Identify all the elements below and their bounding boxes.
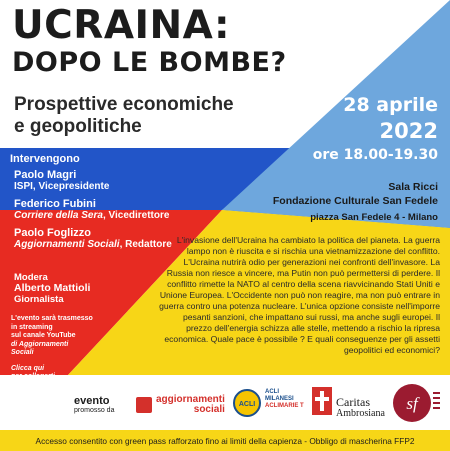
speaker-role: ISPI, Vicepresidente [14,181,110,192]
streaming-line: sul canale YouTube [11,332,76,339]
acli-line-1: ACLI [265,389,279,395]
streaming-line: in streaming [11,323,53,331]
streaming-line: L'evento sarà trasmesso [11,315,93,322]
subtitle-line-1: Prospettive economiche [14,94,234,115]
moderator-role: Giornalista [14,294,64,305]
date-day-month: 28 aprile [343,94,438,116]
speaker-title: , Vicedirettore [102,210,170,221]
venue-address: piazza San Fedele 4 - Milano [310,212,438,223]
date-time: ore 18.00-19.30 [312,147,438,163]
event-date [313,93,438,165]
venue-room: Sala Ricci [388,181,438,193]
acli-mark: ACLI [238,401,256,408]
streaming-channel: di Aggiornamenti [11,340,69,348]
san-fedele-logo-icon [392,380,442,426]
speaker-item [14,170,109,192]
date-year: 2022 [379,119,438,143]
aggiornamenti-sociali-logo [136,393,225,417]
speaker-item [14,228,172,250]
streaming-link[interactable] [11,365,111,374]
caritas-line-2: Ambrosiana [336,408,385,419]
promoted-by [74,395,114,414]
caritas-line-1: Caritas [336,395,370,409]
acli-line-2: MILANESI [265,396,294,402]
speaker-role [14,239,172,250]
streaming-line [11,341,111,350]
speaker-name: Federico Fubini [14,198,96,210]
aggiornamenti-wordmark [156,395,225,415]
moderator-name: Alberto Mattioli [14,282,91,294]
caritas-wordmark [336,397,385,419]
promo-line-2: promosso da [74,407,115,414]
speaker-item [14,199,169,221]
title-line-1: UCRAINA: [12,3,231,48]
speaker-name: Paolo Foglizzo [14,227,91,239]
san-fedele-mark: sf [406,394,418,413]
streaming-channel-2: Sociali [11,349,34,356]
streaming-link-line[interactable]: Clicca qui [11,364,45,372]
access-notice: Accesso consentito con green pass rafforzato fino ai limiti della capienza - Obbligo di mascherina FFP2 [35,436,415,446]
speakers-heading: Intervengono [10,153,80,165]
moderator [14,272,90,305]
streaming-line [11,349,111,358]
poster-subtitle [14,94,274,138]
promo-line-1: evento [74,395,110,407]
aggiornamenti-line-1: aggiornamenti [156,394,225,405]
event-description: L'invasione dell'Ucraina ha cambiato la politica del pianeta. La guerra lampo non è riuscita e si rischia una vietnamizzazione del conflitto. L'Ucraina nutrirà odio per generazioni nei confronti dell'invasore. La Russia non riesce a vincere, ma Putin non può permettersi di perdere. Il conflitto rimette la NATO al centro della scena riavvicinando Stati Uniti e Unione Europea. L'Occidente non può non reagire, ma non può entrare in guerra contro una potenza nucleare. L'unica opzione consiste nell'imporre pesanti sanzioni, che impattano sui russi, ma anche sugli europei. Il prezzo dell'energia schizza alle stelle, mettendo a rischio la ripresa economica. Quale pace è possibile ? E quali conseguenze per gli assetti geopolitici ed economici? [159,235,440,355]
event-venue [273,180,438,225]
speaker-affiliation: Aggiornamenti Sociali [14,239,120,250]
moderator-line [14,272,90,294]
caritas-cross-icon [311,385,333,419]
acli-wordmark [265,389,304,410]
acli-line-3: ACLIMARIE T [265,403,304,409]
speaker-name: Paolo Magri [14,169,77,181]
streaming-info [11,315,111,382]
aggiornamenti-line-2: sociali [193,404,225,415]
speaker-affiliation: Corriere della Sera [14,210,103,221]
venue-name: Fondazione Culturale San Fedele [272,195,438,207]
aggiornamenti-mark-icon [136,397,152,413]
title-line-2: DOPO LE BOMBE? [12,47,287,78]
streaming-link[interactable] [11,373,111,382]
moderator-prefix: Modera [14,272,48,283]
poster-title [12,3,287,80]
streaming-link-line[interactable]: per collegarti [11,373,55,380]
subtitle-line-2: e geopolitiche [14,116,142,137]
speaker-title: , Redattore [119,239,172,250]
speaker-role [14,210,169,221]
